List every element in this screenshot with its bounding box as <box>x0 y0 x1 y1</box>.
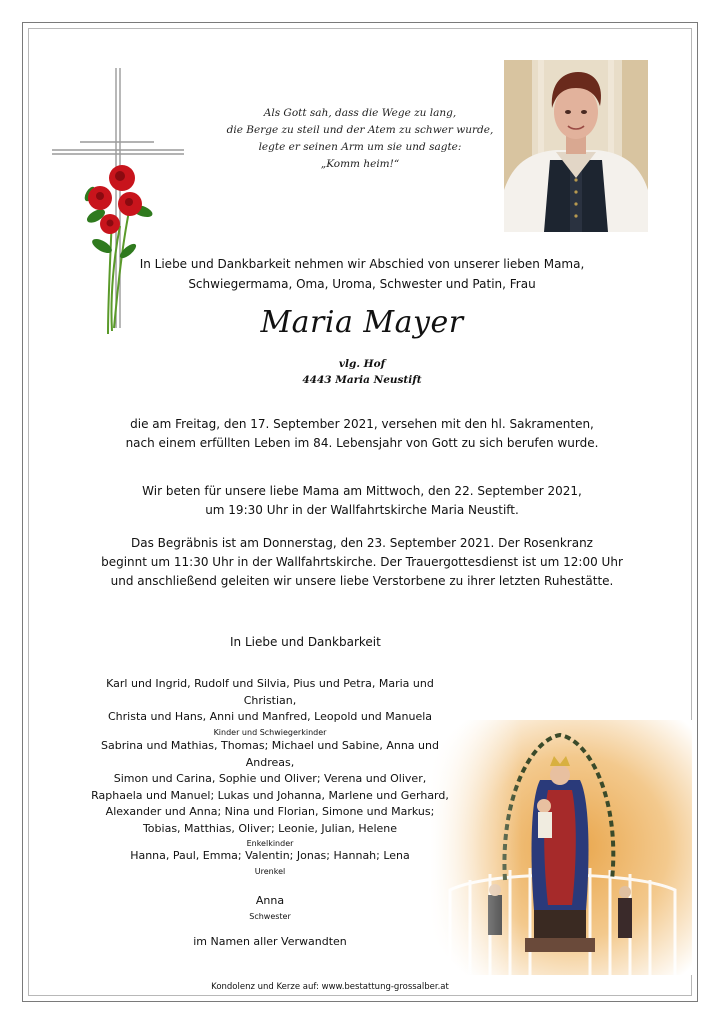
death-notice-line: nach einem erfüllten Leben im 84. Lebensjahr von Gott zu sich berufen wurde. <box>125 436 599 450</box>
grandchildren-line: Simon und Carina, Sophie und Oliver; Verena und Oliver, <box>113 772 427 785</box>
shrine-image <box>430 720 692 975</box>
funeral-line: und anschließend geleiten wir unsere liebe Verstorbene zu ihrer letzten Ruhestätte. <box>110 574 614 588</box>
death-notice-line: die am Freitag, den 17. September 2021, versehen mit den hl. Sakramenten, <box>130 417 594 431</box>
great-grandchildren-line: Hanna, Paul, Emma; Valentin; Jonas; Hannah; Lena <box>130 849 410 862</box>
poem-line: legte er seinen Arm um sie und sagte: <box>258 141 462 153</box>
prayer-line: Wir beten für unsere liebe Mama am Mittwoch, den 22. September 2021, <box>142 484 582 498</box>
great-grandchildren-role: Urenkel <box>254 866 286 876</box>
sister-name: Anna <box>255 894 285 907</box>
poem-line: Als Gott sah, dass die Wege zu lang, <box>263 107 457 119</box>
funeral-line: beginnt um 11:30 Uhr in der Wallfahrtskirche. Der Trauergottesdienst ist um 12:00 Uhr <box>101 555 623 569</box>
children-block <box>90 676 450 739</box>
house-name: vlg. Hof <box>338 358 386 370</box>
prayer-line: um 19:30 Uhr in der Wallfahrtskirche Maria Neustift. <box>205 503 519 517</box>
grandchildren-role: Enkelkinder <box>246 839 294 848</box>
poem-line: „Komm heim!“ <box>320 158 400 170</box>
poem-line: die Berge zu steil und der Atem zu schwer wurde, <box>226 124 494 136</box>
funeral-notice <box>90 534 634 591</box>
footer-condolence-link[interactable]: Kondolenz und Kerze auf: www.bestattung-grossalber.at <box>211 982 449 992</box>
great-grandchildren-block <box>90 848 450 878</box>
deceased-name: Maria Mayer <box>260 305 464 340</box>
intro-text <box>120 254 604 294</box>
postal-address: 4443 Maria Neustift <box>302 374 422 386</box>
children-line: Christa und Hans, Anni und Manfred, Leopold und Manuela <box>107 710 433 723</box>
children-role: Kinder und Schwiegerkinder <box>213 727 327 737</box>
sister-role: Schwester <box>249 911 291 921</box>
grandchildren-block <box>90 738 450 850</box>
grandchildren-line: Raphaela und Manuel; Lukas und Johanna, Marlene und Gerhard, <box>91 788 449 802</box>
death-notice <box>110 415 614 453</box>
grandchildren-line: Alexander und Anna; Nina und Florian, Simone und Markus; <box>105 805 435 818</box>
grandchildren-line: Tobias, Matthias, Oliver; Leonie, Julian, Helene <box>142 821 398 835</box>
sister-block <box>90 893 450 923</box>
portrait-photo <box>504 60 648 232</box>
thanks-heading: In Liebe und Dankbarkeit <box>230 635 381 649</box>
poem <box>200 105 520 173</box>
intro-line: Schwiegermama, Oma, Uroma, Schwester und Patin, Frau <box>188 277 536 291</box>
deceased-address <box>120 356 604 388</box>
funeral-line: Das Begräbnis ist am Donnerstag, den 23. September 2021. Der Rosenkranz <box>131 536 593 550</box>
prayer-notice <box>110 482 614 520</box>
children-line: Karl und Ingrid, Rudolf und Silvia, Pius und Petra, Maria und Christian, <box>106 677 434 707</box>
relatives-line: im Namen aller Verwandten <box>193 935 347 948</box>
intro-line: In Liebe und Dankbarkeit nehmen wir Abschied von unserer lieben Mama, <box>139 257 585 271</box>
cross-with-roses-icon <box>50 66 190 336</box>
grandchildren-line: Sabrina und Mathias, Thomas; Michael und Sabine, Anna und Andreas, <box>101 739 439 769</box>
